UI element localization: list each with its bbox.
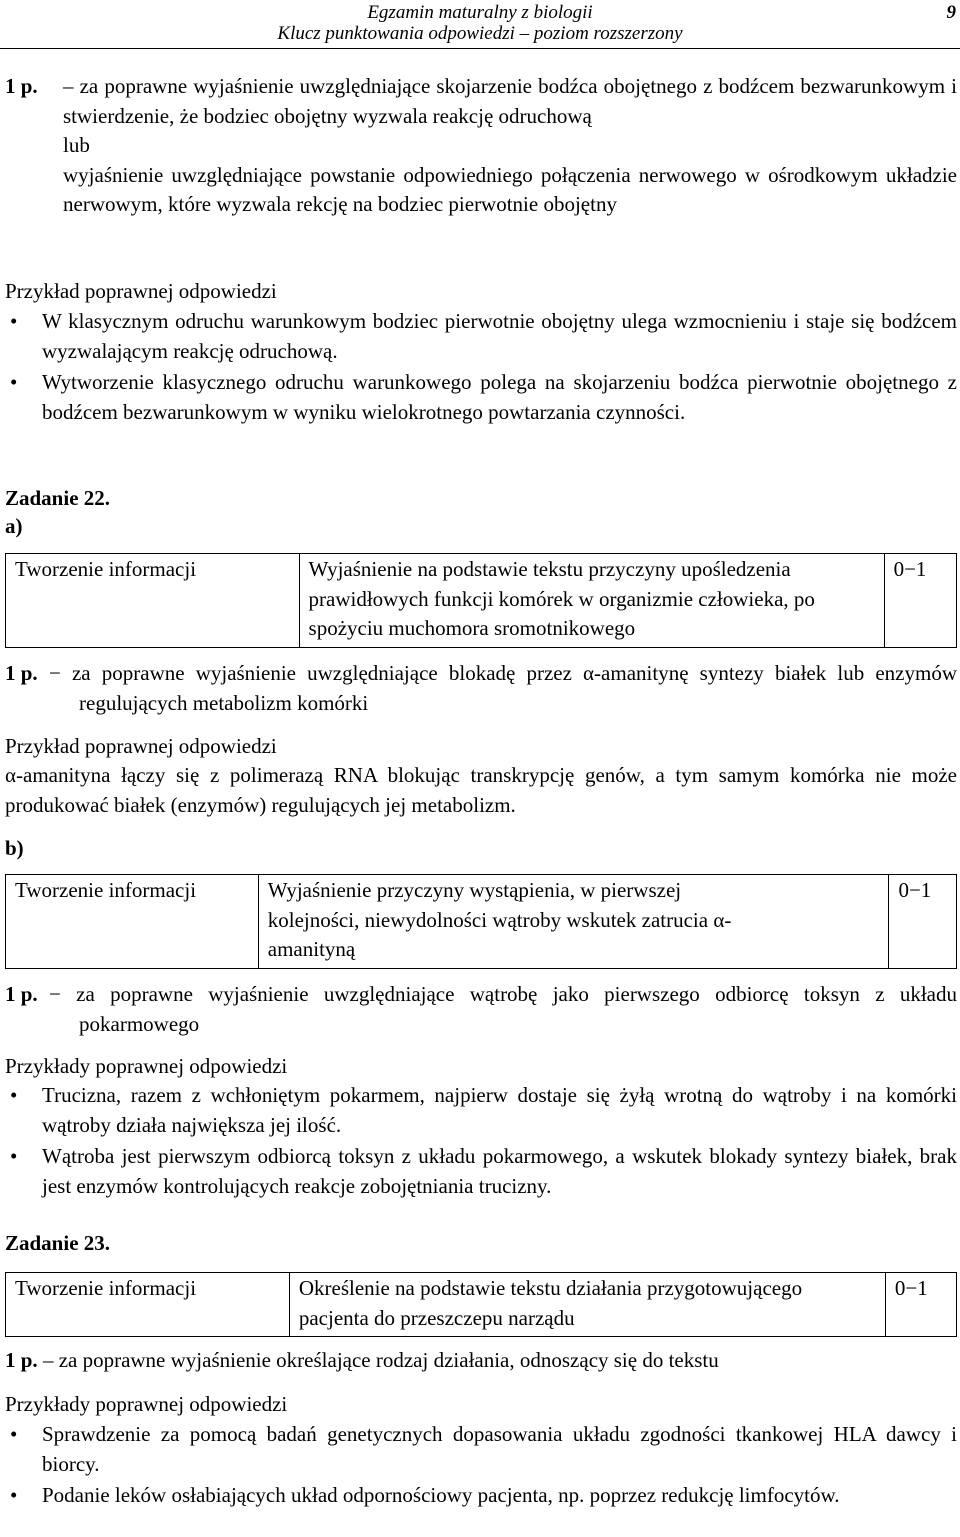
top-or: lub	[63, 133, 90, 157]
task22b-point-label: 1 p.	[5, 982, 38, 1006]
list-item: • Wątroba jest pierwszym odbiorcą toksyn z układu pokarmowego, a wskutek blokady syntezy białek, brak jest enzymów kontrolujących reakcje zobojętniania trucizny.	[5, 1142, 957, 1201]
top-point-text: – za poprawne wyjaśnienie uwzględniające skojarzenie bodźca obojętnego z bodźcem bezwarunkowym i stwierdzenie, że bodziec obojętny wyzwala reakcję odruchową	[63, 74, 957, 128]
list-item: • Sprawdzenie za pomocą badań genetycznych dopasowania układu zgodności tkankowej HLA dawcy i biorcy.	[5, 1420, 957, 1479]
table-cell-description: Wyjaśnienie na podstawie tekstu przyczyny upośledzenia prawidłowych funkcji komórek w organizmie człowieka, po spożyciu muchomora sromotnikowego	[299, 554, 884, 648]
task22b-point-text: − za poprawne wyjaśnienie uwzględniające wątrobę jako pierwszego odbiorcę toksyn z układu pokarmowego	[49, 982, 957, 1036]
task22b-criteria-table	[5, 874, 957, 969]
task23-point-text: – za poprawne wyjaśnienie określające rodzaj działania, odnoszący się do tekstu	[42, 1348, 719, 1372]
task22-title: Zadanie 22.	[5, 486, 111, 510]
top-alt-text: wyjaśnienie uwzględniające powstanie odpowiedniego połączenia nerwowego w ośrodkowym układzie nerwowym, które wyzwala rekcję na bodziec pierwotnie obojętny	[63, 162, 957, 216]
table-row	[6, 875, 957, 969]
header-exam-title: Egzamin maturalny z biologii	[367, 2, 593, 23]
task22a-point-text: − za poprawne wyjaśnienie uwzględniające blokadę przez α-amanitynę syntezy białek lub enzymów regulujących metabolizm komórki	[49, 661, 957, 715]
table-row	[6, 554, 957, 648]
page-number: 9	[946, 2, 956, 23]
table-cell-category: Tworzenie informacji	[6, 1273, 290, 1337]
list-item: • Wytworzenie klasycznego odruchu warunkowego polega na skojarzeniu bodźca pierwotnie obojętnego z bodźcem bezwarunkowym w wyniku wielokrotnego powtarzania czynności.	[5, 368, 957, 427]
list-item: • Trucizna, razem z wchłoniętym pokarmem, najpierw dostaje się żyłą wrotną do wątroby i na komórki wątroby działa największa jej ilość.	[5, 1081, 957, 1140]
task22a-criterion	[5, 659, 957, 718]
task23-criterion	[5, 1346, 957, 1376]
task23-point-label: 1 p.	[5, 1348, 38, 1372]
table-row	[6, 1273, 957, 1337]
table-cell-category: Tworzenie informacji	[6, 875, 259, 969]
task23-criteria-table	[5, 1272, 957, 1337]
table-cell-category: Tworzenie informacji	[6, 554, 300, 648]
table-cell-description: Wyjaśnienie przyczyny wystąpienia, w pierwszej kolejności, niewydolności wątroby wskutek zatrucia α-amanityną	[258, 875, 889, 969]
task22b-examples-list	[5, 1081, 957, 1201]
list-item: • W klasycznym odruchu warunkowym bodziec pierwotnie obojętny ulega wzmocnieniu i staje się bodźcem wyzwalającym reakcję odruchową.	[5, 307, 957, 366]
top-examples-list	[5, 307, 957, 427]
task22a-example: α-amanityna łączy się z polimerazą RNA blokując transkrypcję genów, a tym samym komórka nie może produkować białek (enzymów) regulujących jej metabolizm.	[5, 763, 957, 817]
table-cell-points: 0−1	[889, 875, 957, 969]
task22b-example-heading: Przykłady poprawnej odpowiedzi	[5, 1054, 288, 1078]
task22a-criteria-table	[5, 553, 957, 648]
task22b-label: b)	[5, 836, 24, 860]
page-header	[0, 0, 960, 49]
task23-examples-list	[5, 1420, 957, 1511]
header-key-title: Klucz punktowania odpowiedzi – poziom rozszerzony	[277, 23, 683, 44]
task23-example-heading: Przykłady poprawnej odpowiedzi	[5, 1392, 288, 1416]
list-item: • Podanie leków osłabiających układ odpornościowy pacjenta, np. poprzez redukcję limfocytów.	[5, 1481, 957, 1511]
task23-title: Zadanie 23.	[5, 1231, 111, 1255]
task22a-example-heading: Przykład poprawnej odpowiedzi	[5, 734, 277, 758]
top-example-heading: Przykład poprawnej odpowiedzi	[5, 279, 277, 303]
top-criterion	[5, 72, 957, 220]
table-cell-points: 0−1	[884, 554, 956, 648]
top-point-label: 1 p.	[5, 74, 38, 98]
task22b-criterion	[5, 980, 957, 1039]
task22a-label: a)	[5, 514, 23, 538]
table-cell-points: 0−1	[885, 1273, 956, 1337]
table-cell-description: Określenie na podstawie tekstu działania przygotowującego pacjenta do przeszczepu narządu	[289, 1273, 885, 1337]
task22a-point-label: 1 p.	[5, 661, 38, 685]
